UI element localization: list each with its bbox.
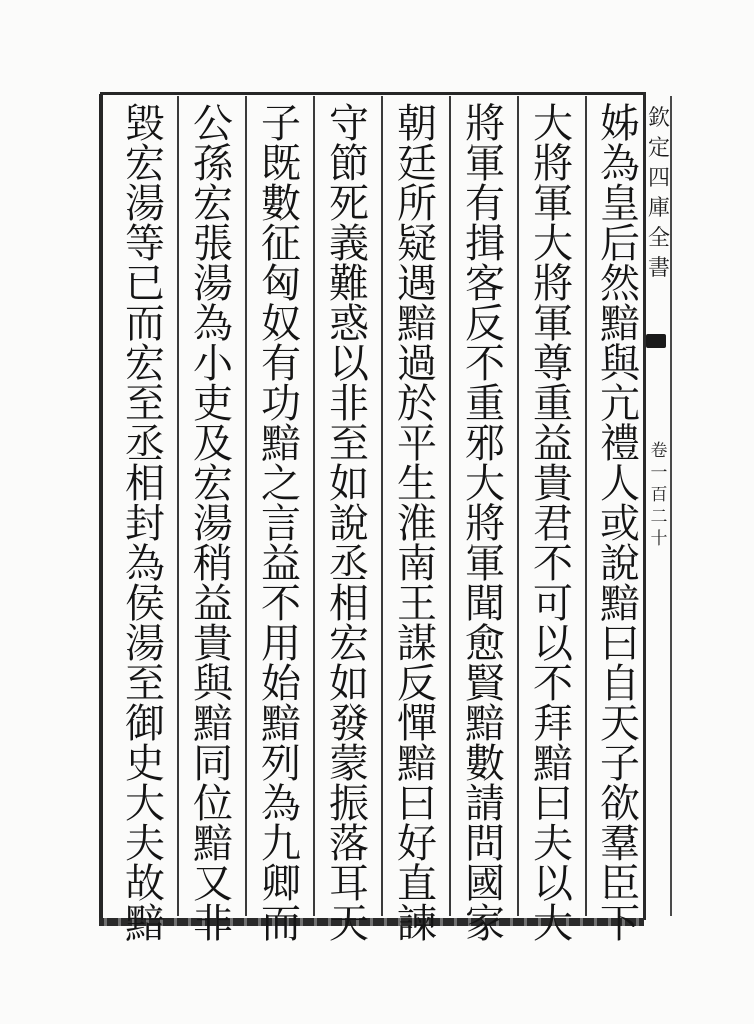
text-column-7	[188, 101, 238, 947]
column-character: 平	[397, 421, 437, 467]
column-character: 謀	[397, 621, 437, 667]
column-character: 將	[533, 261, 573, 307]
column-character: 孫	[193, 141, 233, 187]
column-character: 遇	[397, 261, 437, 307]
column-character: 貴	[533, 461, 573, 507]
column-character: 湯	[193, 501, 233, 547]
column-character: 宏	[329, 621, 369, 667]
column-character: 廷	[397, 141, 437, 187]
column-character: 重	[465, 381, 505, 427]
margin-volume-character: 一	[650, 463, 668, 483]
column-character: 后	[600, 221, 640, 267]
column-character: 史	[125, 741, 165, 787]
column-character: 有	[465, 181, 505, 227]
column-character: 聞	[465, 581, 505, 627]
column-character: 夫	[125, 821, 165, 867]
text-column-4	[392, 101, 442, 947]
column-character: 宏	[125, 141, 165, 187]
frame-left-border	[99, 94, 103, 926]
column-character: 張	[193, 221, 233, 267]
margin-volume-number	[648, 440, 670, 550]
column-character: 黯	[600, 301, 640, 347]
margin-book-title	[646, 104, 672, 284]
column-character: 益	[261, 541, 301, 587]
column-character: 丞	[329, 541, 369, 587]
column-character: 奴	[261, 301, 301, 347]
column-character: 黯	[125, 901, 165, 947]
margin-title-character: 庫	[647, 196, 670, 221]
column-character: 為	[193, 301, 233, 347]
text-column-3	[460, 101, 510, 947]
column-character: 尊	[533, 341, 573, 387]
column-character: 用	[261, 621, 301, 667]
column-character: 大	[533, 101, 573, 147]
margin-title-character: 書	[647, 256, 670, 281]
column-character: 始	[261, 661, 301, 707]
column-character: 征	[261, 221, 301, 267]
text-column-5	[324, 101, 374, 947]
column-character: 卿	[261, 861, 301, 907]
column-rule	[381, 96, 383, 916]
column-rule	[585, 96, 587, 916]
column-character: 節	[329, 141, 369, 187]
column-character: 黯	[465, 701, 505, 747]
column-character: 封	[125, 501, 165, 547]
column-character: 黯	[600, 581, 640, 627]
column-character: 黯	[397, 741, 437, 787]
column-character: 相	[329, 581, 369, 627]
column-character: 天	[600, 701, 640, 747]
column-character: 難	[329, 261, 369, 307]
column-character: 問	[465, 821, 505, 867]
margin-title-character: 欽	[647, 106, 670, 131]
column-character: 又	[193, 861, 233, 907]
column-rule	[449, 96, 451, 916]
column-character: 黯	[397, 301, 437, 347]
column-character: 大	[533, 221, 573, 267]
column-character: 於	[397, 381, 437, 427]
column-character: 說	[329, 501, 369, 547]
column-character: 稍	[193, 541, 233, 587]
column-character: 諫	[397, 901, 437, 947]
column-character: 請	[465, 781, 505, 827]
column-character: 說	[600, 541, 640, 587]
column-character: 夫	[533, 821, 573, 867]
column-character: 朝	[397, 101, 437, 147]
column-character: 與	[193, 661, 233, 707]
column-character: 不	[465, 341, 505, 387]
column-character: 好	[397, 821, 437, 867]
column-character: 軍	[465, 141, 505, 187]
text-column-6	[256, 101, 306, 947]
column-character: 數	[465, 741, 505, 787]
column-character: 貴	[193, 621, 233, 667]
column-character: 有	[261, 341, 301, 387]
column-character: 人	[600, 461, 640, 507]
column-character: 益	[533, 421, 573, 467]
frame-top-border	[100, 92, 646, 95]
column-character: 黯	[261, 701, 301, 747]
column-character: 湯	[125, 181, 165, 227]
column-character: 可	[533, 581, 573, 627]
column-character: 宏	[193, 461, 233, 507]
column-character: 匈	[261, 261, 301, 307]
column-rule	[245, 96, 247, 916]
column-character: 過	[397, 341, 437, 387]
column-character: 軍	[465, 541, 505, 587]
column-character: 南	[397, 541, 437, 587]
column-character: 故	[125, 861, 165, 907]
column-character: 宏	[193, 181, 233, 227]
column-character: 所	[397, 181, 437, 227]
column-character: 之	[261, 461, 301, 507]
column-character: 以	[533, 621, 573, 667]
column-character: 及	[193, 421, 233, 467]
text-column-2	[528, 101, 578, 947]
column-character: 數	[261, 181, 301, 227]
column-character: 守	[329, 101, 369, 147]
column-character: 大	[465, 461, 505, 507]
column-character: 重	[533, 381, 573, 427]
margin-title-character: 四	[647, 166, 670, 191]
column-character: 丞	[125, 421, 165, 467]
column-character: 將	[533, 141, 573, 187]
column-character: 黯	[261, 421, 301, 467]
text-column-8	[120, 101, 170, 947]
column-character: 耳	[329, 861, 369, 907]
column-character: 大	[125, 781, 165, 827]
column-character: 義	[329, 221, 369, 267]
column-character: 宏	[125, 341, 165, 387]
column-character: 臣	[600, 861, 640, 907]
column-character: 侯	[125, 581, 165, 627]
column-character: 將	[465, 501, 505, 547]
column-character: 憚	[397, 701, 437, 747]
column-character: 客	[465, 261, 505, 307]
column-character: 然	[600, 261, 640, 307]
column-character: 黯	[193, 701, 233, 747]
column-character: 反	[397, 661, 437, 707]
column-character: 至	[125, 661, 165, 707]
column-character: 至	[125, 381, 165, 427]
margin-title-character: 全	[647, 226, 670, 251]
column-character: 子	[261, 101, 301, 147]
column-character: 而	[125, 301, 165, 347]
column-character: 以	[329, 341, 369, 387]
column-rule	[517, 96, 519, 916]
text-column-1	[595, 101, 645, 947]
margin-volume-character: 二	[650, 507, 668, 527]
column-character: 曰	[397, 781, 437, 827]
column-character: 為	[125, 541, 165, 587]
column-character: 曰	[600, 621, 640, 667]
column-character: 不	[533, 541, 573, 587]
column-character: 將	[465, 101, 505, 147]
column-character: 如	[329, 461, 369, 507]
column-character: 既	[261, 141, 301, 187]
column-character: 國	[465, 861, 505, 907]
column-character: 與	[600, 341, 640, 387]
column-character: 為	[261, 781, 301, 827]
column-character: 君	[533, 501, 573, 547]
column-character: 相	[125, 461, 165, 507]
column-character: 已	[125, 261, 165, 307]
column-character: 毀	[125, 101, 165, 147]
margin-title-character: 定	[647, 136, 670, 161]
column-character: 列	[261, 741, 301, 787]
column-rule	[177, 96, 179, 916]
column-character: 以	[533, 861, 573, 907]
column-character: 湯	[125, 621, 165, 667]
column-character: 亢	[600, 381, 640, 427]
column-character: 淮	[397, 501, 437, 547]
column-character: 如	[329, 661, 369, 707]
column-character: 同	[193, 741, 233, 787]
column-character: 益	[193, 581, 233, 627]
margin-volume-character: 十	[650, 529, 668, 549]
column-character: 子	[600, 741, 640, 787]
column-character: 疑	[397, 221, 437, 267]
column-character: 軍	[533, 181, 573, 227]
column-character: 落	[329, 821, 369, 867]
column-character: 揖	[465, 221, 505, 267]
column-character: 禮	[600, 421, 640, 467]
column-character: 吏	[193, 381, 233, 427]
column-character: 軍	[533, 301, 573, 347]
column-character: 功	[261, 381, 301, 427]
column-character: 直	[397, 861, 437, 907]
column-character: 非	[193, 901, 233, 947]
column-character: 姊	[600, 101, 640, 147]
column-character: 小	[193, 341, 233, 387]
column-character: 至	[329, 421, 369, 467]
column-character: 而	[261, 901, 301, 947]
column-character: 不	[261, 581, 301, 627]
column-character: 湯	[193, 261, 233, 307]
column-character: 死	[329, 181, 369, 227]
column-character: 或	[600, 501, 640, 547]
column-character: 位	[193, 781, 233, 827]
column-character: 為	[600, 141, 640, 187]
column-character: 黯	[533, 741, 573, 787]
column-character: 天	[329, 901, 369, 947]
column-character: 振	[329, 781, 369, 827]
column-character: 曰	[533, 781, 573, 827]
column-character: 皇	[600, 181, 640, 227]
fish-tail-mark	[646, 334, 666, 348]
column-character: 賢	[465, 661, 505, 707]
column-character: 黯	[193, 821, 233, 867]
column-character: 生	[397, 461, 437, 507]
column-character: 拜	[533, 701, 573, 747]
column-character: 大	[533, 901, 573, 947]
column-character: 自	[600, 661, 640, 707]
column-character: 反	[465, 301, 505, 347]
column-character: 發	[329, 701, 369, 747]
column-rule	[313, 96, 315, 916]
column-character: 家	[465, 901, 505, 947]
column-character: 言	[261, 501, 301, 547]
column-character: 非	[329, 381, 369, 427]
column-character: 王	[397, 581, 437, 627]
column-character: 愈	[465, 621, 505, 667]
margin-volume-character: 百	[650, 485, 668, 505]
column-character: 九	[261, 821, 301, 867]
column-character: 下	[600, 901, 640, 947]
column-character: 公	[193, 101, 233, 147]
column-character: 邪	[465, 421, 505, 467]
column-character: 御	[125, 701, 165, 747]
column-character: 羣	[600, 821, 640, 867]
column-character: 蒙	[329, 741, 369, 787]
column-character: 等	[125, 221, 165, 267]
column-character: 惑	[329, 301, 369, 347]
column-character: 不	[533, 661, 573, 707]
column-character: 欲	[600, 781, 640, 827]
margin-volume-character: 卷	[650, 441, 668, 461]
